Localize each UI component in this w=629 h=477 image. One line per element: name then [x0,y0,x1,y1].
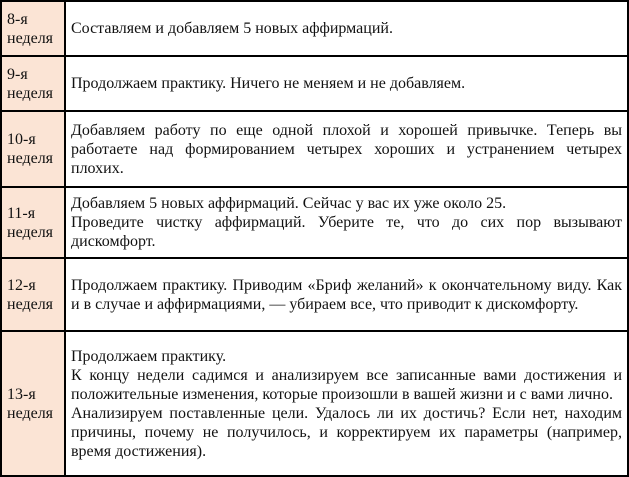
week-word: неделя [7,150,54,167]
table-row [1,331,628,476]
week-number: 13-я [7,385,36,403]
week-label-cell [1,56,65,111]
week-label-cell [1,111,65,187]
week-description-cell [65,258,628,331]
table-row [1,56,628,111]
week-label-cell [1,331,65,476]
week-number: 9-я [7,65,28,83]
description-paragraph: Составляем и добавляем 5 новых аффирмаций. [71,20,393,37]
description-paragraph: Проведите чистку аффирмаций. Уберите те, что до сих пор вызывают дискомфорт. [71,214,622,250]
week-word: неделя [7,223,54,241]
week-word: неделя [7,84,54,102]
table-row [1,187,628,258]
week-label-cell [1,258,65,331]
table-row [1,1,628,56]
description-paragraph: Добавляем работу по еще одной плохой и хорошей привычке. Теперь вы работаете над формированием четырех хороших и устранением четырех плохих. [71,121,622,177]
table-row [1,111,628,187]
week-number: 12-я [7,276,36,294]
week-word: неделя [7,404,54,422]
week-word: неделя [7,295,54,313]
week-description-cell [65,187,628,258]
description-paragraph: К концу недели садимся и анализируем все записанные вами достижения и положительные изменения, которые произошли в вашей жизни и с вами лично. [71,366,622,403]
description-paragraph: Продолжаем практику. Приводим «Бриф желаний» к окончательному виду. Как и в случае и аффирмациями, — убираем все, что приводит к дискомфорту. [71,276,622,313]
week-label-cell [1,187,65,258]
table-row [1,258,628,331]
week-number: 11-я [7,204,36,222]
week-number: 8-я [7,10,28,28]
week-description-cell [65,56,628,111]
description-paragraph: Добавляем 5 новых аффирмаций. Сейчас у вас их уже около 25. [71,195,507,212]
week-description-cell [65,111,628,187]
description-paragraph: Анализируем поставленные цели. Удалось ли их достичь? Если нет, находим причины, почему не получилось, и корректируем их параметры (например, время достижения). [71,404,622,460]
description-paragraph: Продолжаем практику. Ничего не меняем и не добавляем. [71,75,466,92]
week-description-cell [65,1,628,56]
description-paragraph: Продолжаем практику. [71,347,227,365]
week-word: неделя [7,29,54,47]
week-number: 10-я [7,131,36,148]
week-label-cell [1,1,65,56]
week-description-cell [65,331,628,476]
